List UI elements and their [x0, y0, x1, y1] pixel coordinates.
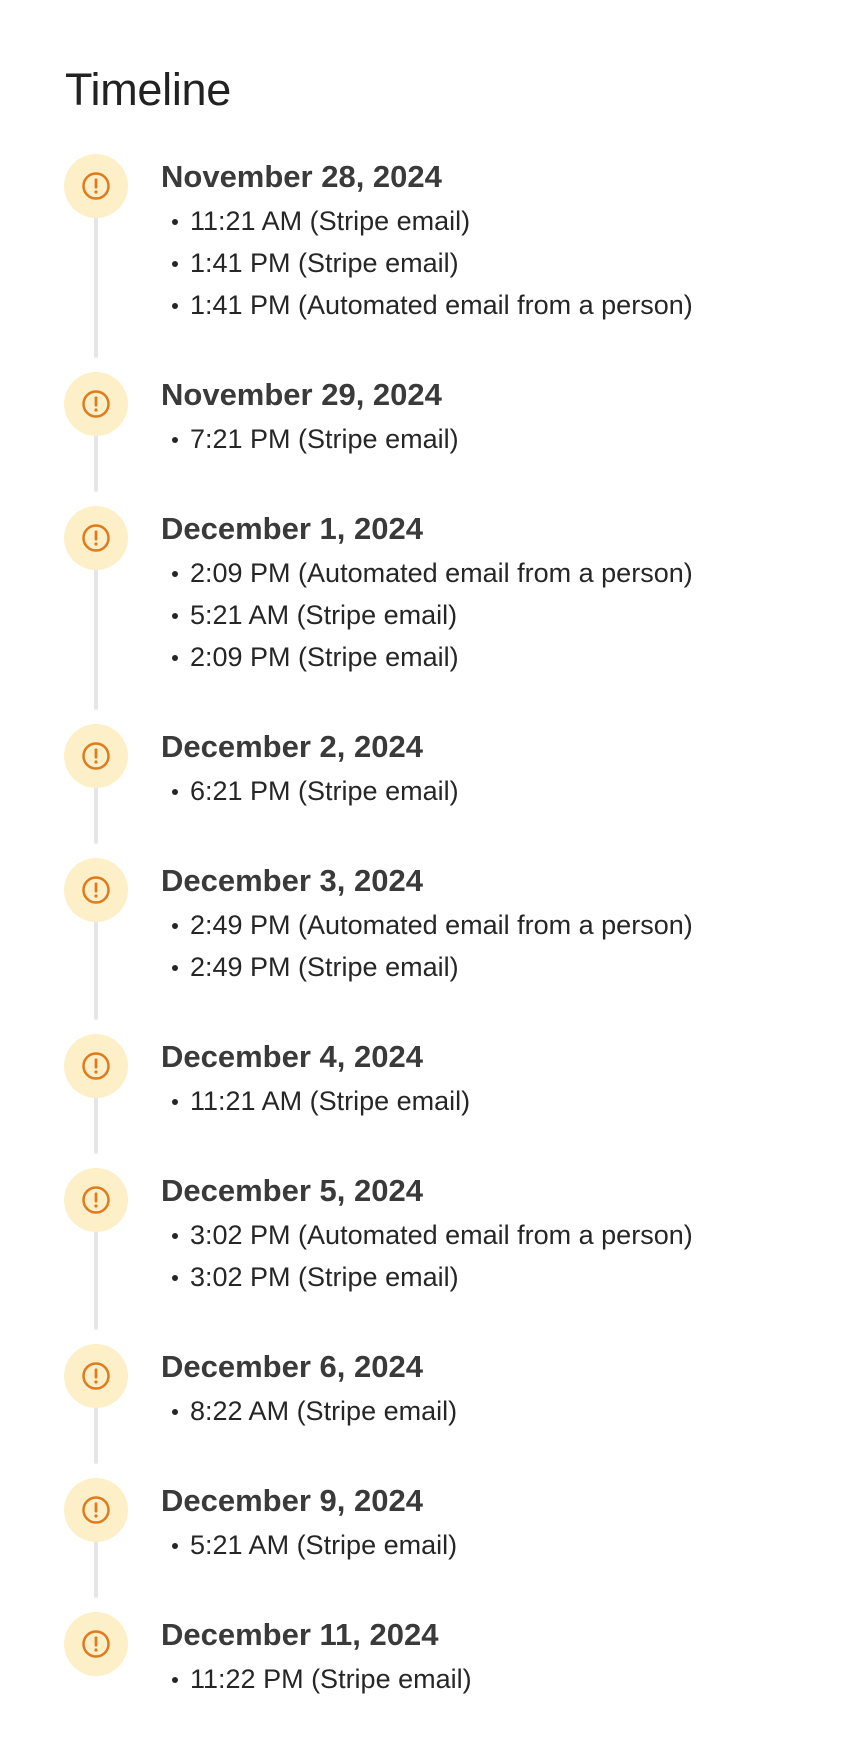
timeline-badge [64, 1168, 128, 1232]
timeline-event-list [172, 1658, 472, 1700]
alert-circle-icon [81, 523, 111, 553]
timeline-connector [94, 564, 98, 710]
timeline-event-list [172, 200, 693, 326]
timeline-connector [94, 916, 98, 1020]
timeline-event-item: 2:09 PM (Automated email from a person) [172, 552, 693, 594]
timeline-badge [64, 506, 128, 570]
alert-circle-icon [81, 741, 111, 771]
timeline-date: December 6, 2024 [161, 1349, 423, 1384]
timeline-badge [64, 1478, 128, 1542]
timeline-event-item: 5:21 AM (Stripe email) [172, 1524, 457, 1566]
timeline-event-item: 7:21 PM (Stripe email) [172, 418, 459, 460]
timeline-event-item: 11:21 AM (Stripe email) [172, 1080, 470, 1122]
timeline-connector [94, 782, 98, 844]
timeline-date: December 4, 2024 [161, 1039, 423, 1074]
timeline-event-list [172, 418, 459, 460]
timeline-date: December 5, 2024 [161, 1173, 423, 1208]
alert-circle-icon [81, 389, 111, 419]
timeline-event-item: 2:49 PM (Stripe email) [172, 946, 693, 988]
timeline-event-item: 3:02 PM (Stripe email) [172, 1256, 693, 1298]
timeline-badge [64, 154, 128, 218]
alert-circle-icon [81, 1051, 111, 1081]
timeline-event-item: 11:21 AM (Stripe email) [172, 200, 693, 242]
timeline-event-item: 5:21 AM (Stripe email) [172, 594, 693, 636]
timeline-event-list [172, 1524, 457, 1566]
timeline-badge [64, 858, 128, 922]
timeline-event-list [172, 1080, 470, 1122]
alert-circle-icon [81, 1185, 111, 1215]
timeline-event-item: 3:02 PM (Automated email from a person) [172, 1214, 693, 1256]
timeline-date: December 3, 2024 [161, 863, 423, 898]
timeline-event-item: 11:22 PM (Stripe email) [172, 1658, 472, 1700]
timeline-connector [94, 1092, 98, 1154]
timeline-event-item: 1:41 PM (Automated email from a person) [172, 284, 693, 326]
timeline-connector [94, 1402, 98, 1464]
timeline-date: November 28, 2024 [161, 159, 442, 194]
timeline-connector [94, 1536, 98, 1598]
timeline-connector [94, 1226, 98, 1330]
page-title: Timeline [65, 64, 231, 115]
timeline-connector [94, 430, 98, 492]
timeline-event-item: 1:41 PM (Stripe email) [172, 242, 693, 284]
timeline-badge [64, 1344, 128, 1408]
timeline-date: December 1, 2024 [161, 511, 423, 546]
timeline-badge [64, 724, 128, 788]
alert-circle-icon [81, 1495, 111, 1525]
timeline-date: December 2, 2024 [161, 729, 423, 764]
timeline-event-list [172, 552, 693, 678]
alert-circle-icon [81, 171, 111, 201]
timeline-event-list [172, 770, 459, 812]
alert-circle-icon [81, 1629, 111, 1659]
timeline-date: December 11, 2024 [161, 1617, 439, 1652]
alert-circle-icon [81, 1361, 111, 1391]
timeline-badge [64, 372, 128, 436]
timeline-event-list [172, 1390, 457, 1432]
timeline-badge [64, 1034, 128, 1098]
timeline-event-item: 8:22 AM (Stripe email) [172, 1390, 457, 1432]
timeline-event-list [172, 1214, 693, 1298]
timeline-connector [94, 212, 98, 358]
timeline-event-item: 6:21 PM (Stripe email) [172, 770, 459, 812]
timeline-event-list [172, 904, 693, 988]
timeline-date: December 9, 2024 [161, 1483, 423, 1518]
timeline-event-item: 2:49 PM (Automated email from a person) [172, 904, 693, 946]
timeline-event-item: 2:09 PM (Stripe email) [172, 636, 693, 678]
timeline-date: November 29, 2024 [161, 377, 442, 412]
timeline-badge [64, 1612, 128, 1676]
alert-circle-icon [81, 875, 111, 905]
